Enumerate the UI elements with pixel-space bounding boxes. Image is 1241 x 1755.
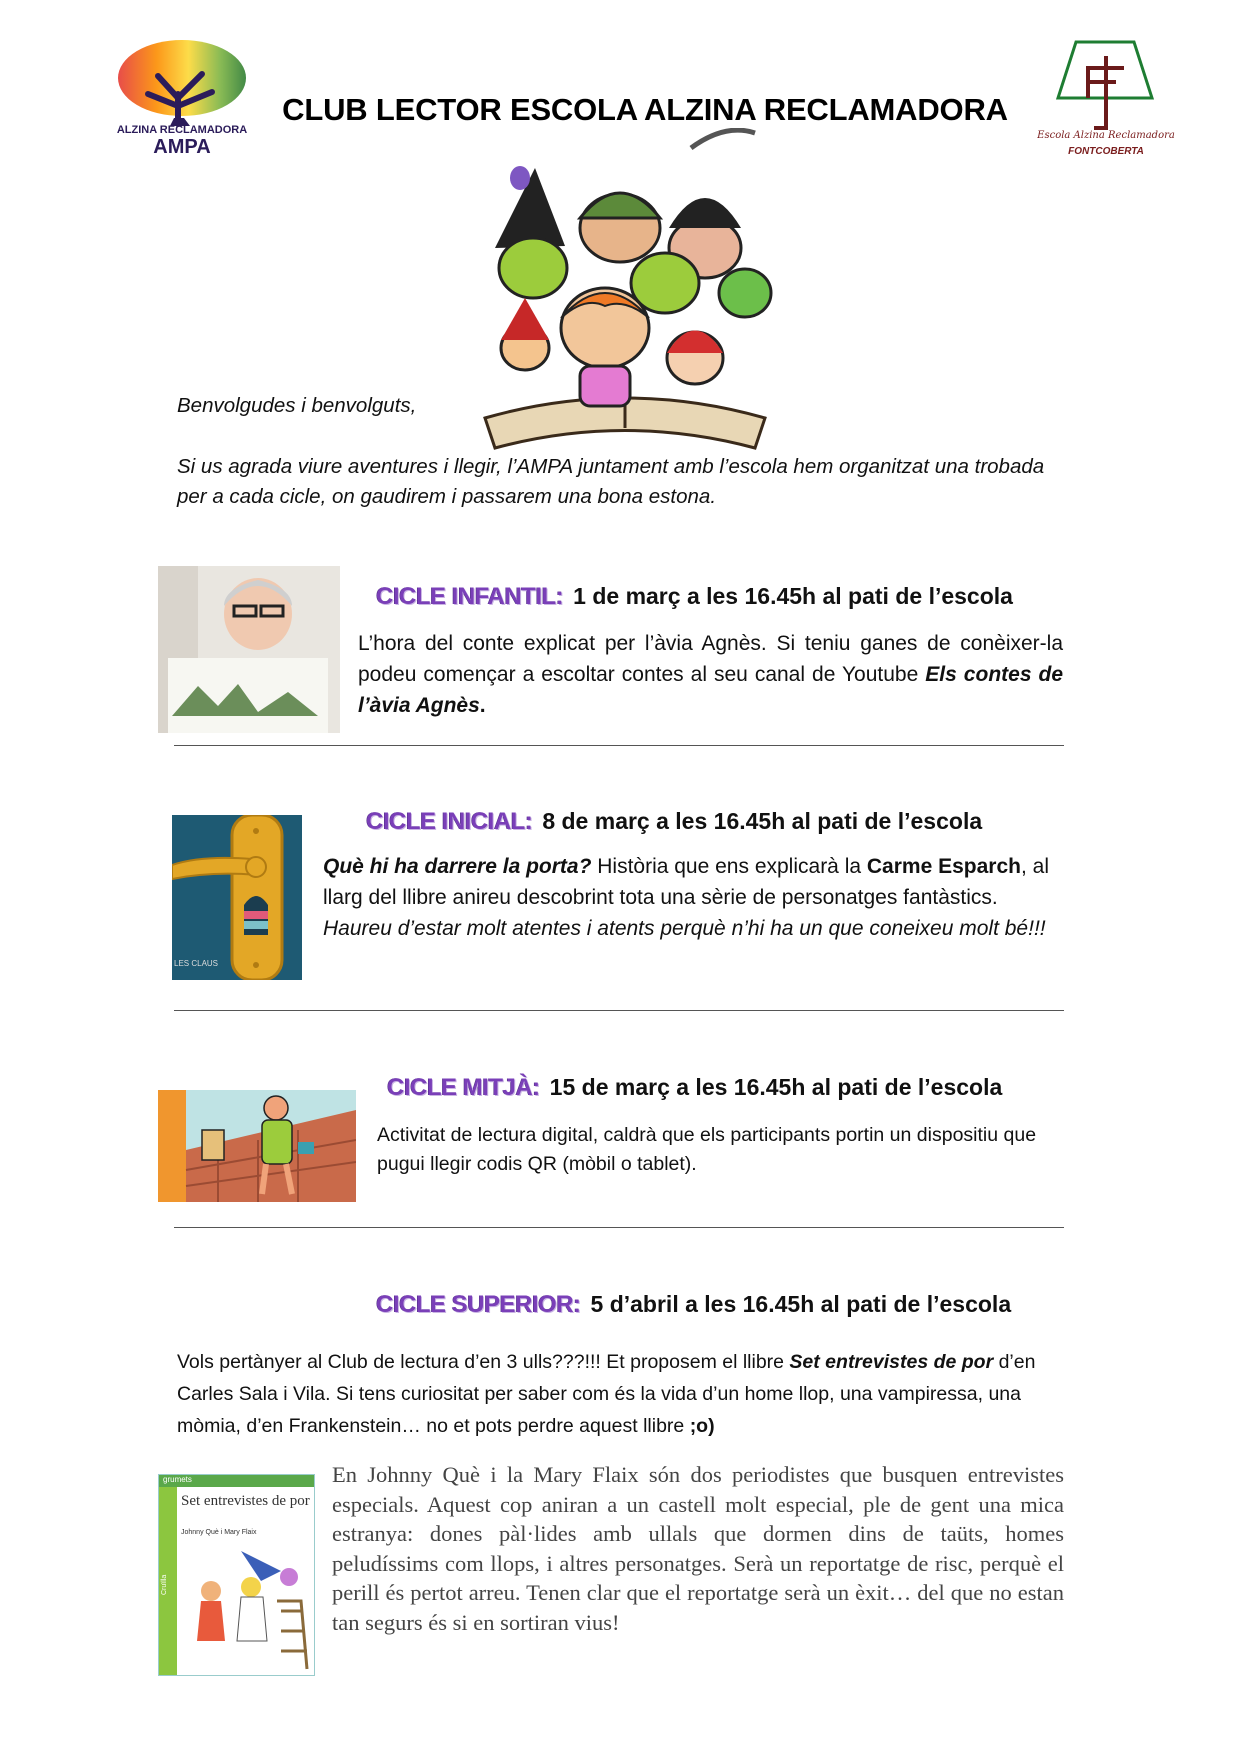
section-inicial-heading — [366, 808, 982, 836]
cover-series: grumets — [163, 1475, 192, 1484]
section-infantil-heading — [376, 583, 1013, 611]
ampa-logo-line1: ALZINA RECLAMADORA — [116, 124, 248, 136]
storyteller-name: Carme Esparch — [866, 855, 1021, 878]
section-infantil-body — [358, 628, 1063, 721]
school-logo-line1: Escola Alzina Reclamadora — [1037, 130, 1175, 141]
section-superior-tag: CICLE SUPERIOR: — [376, 1291, 581, 1318]
cover-authors: Johnny Què i Mary Flaix — [181, 1529, 257, 1536]
youtube-channel-name: Els contes de l’àvia Agnès — [358, 663, 1063, 717]
section-mitja-when: 15 de març a les 16.45h al pati de l’escola — [549, 1074, 1003, 1100]
grandma-agnes-photo — [158, 566, 340, 733]
set-entrevistes-book-cover — [158, 1474, 315, 1676]
inicial-text-2: , al llarg del llibre anireu descobrint tota una sèrie de personatges fantàstics. — [323, 855, 1049, 909]
superior-text: Vols pertànyer al Club de lectura d’en 3 ulls???!!! Et proposem el llibre — [177, 1351, 790, 1373]
section-mitja-body: Activitat de lectura digital, caldrà que els participants portin un dispositiu que pugui llegir codis QR (mòbil o tablet). — [377, 1124, 1037, 1175]
book-title: Què hi ha darrere la porta? — [323, 855, 592, 878]
section-superior-heading — [376, 1291, 1011, 1319]
book-title: Set entrevistes de por — [789, 1351, 994, 1373]
wink-emoticon: ;o) — [689, 1415, 715, 1437]
inicial-italic-text: Haureu d’estar molt atentes i atents perquè n’hi ha un que coneixeu molt bé!!! — [323, 917, 1046, 940]
section-infantil-when: 1 de març a les 16.45h al pati de l’escola — [573, 583, 1013, 609]
infantil-text-end: . — [479, 694, 486, 717]
intro-paragraph: Si us agrada viure aventures i llegir, l’AMPA juntament amb l’escola hem organitzat una trobada per a cada cicle, on gaudirem i passarem una bona estona. — [177, 455, 1045, 508]
section-inicial-tag: CICLE INICIAL: — [366, 808, 533, 835]
page-title: CLUB LECTOR ESCOLA ALZINA RECLAMADORA — [282, 92, 1008, 127]
rooftop-illustration — [158, 1090, 356, 1202]
book-summary: En Johnny Què i la Mary Flaix són dos periodistes que busquen entrevistes especials. Aquest cop aniran a un castell molt especial, ple de gent una mica estranya: dones pàl·lides amb ullals que dormen dins de taüts, homes peludíssims com llops, i altres personatges. Serà un reportatge de risc, perquè el perill és pertot arreu. Tenen clar que el reportatge serà un èxit… del que no estan tan segurs és si en sortiran vius! — [332, 1462, 1064, 1635]
inicial-text: Història que ens explicarà la — [591, 855, 867, 878]
section-mitja-tag: CICLE MITJÀ: — [387, 1074, 540, 1101]
superior-text-2: d’en Carles Sala i Vila. Si tens curiositat per saber com és la vida d’un home llop, una vampiressa, una mòmia, d’en Frankenstein… no et pots perdre aquest llibre — [177, 1351, 1036, 1437]
cover-title: Set entrevistes de por — [181, 1493, 310, 1509]
greeting: Benvolgudes i benvolguts, — [177, 394, 417, 417]
door-book-cover — [172, 815, 302, 980]
kids-reading-illustration — [455, 128, 800, 463]
cover-small-text: LES CLAUS — [174, 959, 219, 968]
divider — [174, 745, 1064, 746]
cover-publisher: Cruïlla — [161, 1574, 168, 1595]
section-superior-when: 5 d’abril a les 16.45h al pati de l’escola — [590, 1291, 1012, 1317]
divider — [174, 1227, 1064, 1228]
section-superior-body — [177, 1346, 1067, 1442]
section-infantil-tag: CICLE INFANTIL: — [376, 583, 564, 610]
section-inicial-body — [323, 851, 1063, 944]
section-mitja-heading — [387, 1074, 1002, 1102]
divider — [174, 1010, 1064, 1011]
infantil-text: L’hora del conte explicat per l’àvia Agnès. Si teniu ganes de conèixer-la podeu començar a escoltar contes al seu canal de Youtube — [358, 632, 1063, 686]
ampa-logo-line2: AMPA — [153, 136, 211, 158]
section-inicial-when: 8 de març a les 16.45h al pati de l’escola — [542, 808, 983, 834]
school-logo-line2: FONTCOBERTA — [1068, 146, 1144, 157]
